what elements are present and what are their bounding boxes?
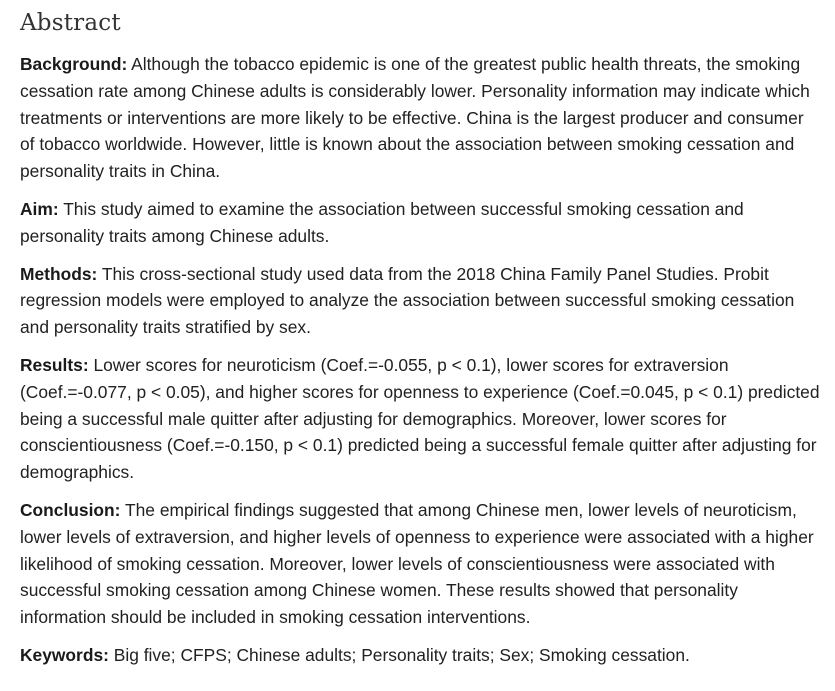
aim-paragraph xyxy=(20,196,820,250)
keywords-label: Keywords: xyxy=(20,644,109,665)
methods-label: Methods: xyxy=(20,263,98,284)
abstract-heading: Abstract xyxy=(20,10,121,36)
results-label: Results: xyxy=(20,354,89,375)
results-text: Lower scores for neuroticism (Coef.=-0.055, p < 0.1), lower scores for extraversion (Coef.=-0.077, p < 0.05), and higher scores for openness to experience (Coef.=0.045, p < 0.1) predicted being a successful male quitter after adjusting for demographics. Moreover, lower scores for conscientiousness (Coef.=-0.150, p < 0.1) predicted being a successful female quitter after adjusting for demographics. xyxy=(20,354,820,483)
background-label: Background: xyxy=(20,54,128,74)
background-paragraph xyxy=(20,51,820,185)
background-text: Although the tobacco epidemic is one of the greatest public health threats, the smoking cessation rate among Chinese adults is considerably lower. Personality information may indicate which treatments or interventions are more likely to be effective. China is the largest producer and consumer of tobacco worldwide. However, little is known about the association between smoking cessation and personality traits in China. xyxy=(20,54,810,182)
results-paragraph xyxy=(20,352,820,486)
aim-label: Aim: xyxy=(20,198,59,219)
conclusion-text: The empirical findings suggested that among Chinese men, lower levels of neuroticism, lower levels of extraversion, and higher levels of openness to experience were associated with a higher likelihood of smoking cessation. Moreover, lower levels of conscientiousness were associated with successful smoking cessation among Chinese women. These results showed that personality information should be included in smoking cessation interventions. xyxy=(20,499,814,628)
keywords-text: Big five; CFPS; Chinese adults; Personality traits; Sex; Smoking cessation. xyxy=(113,644,690,665)
conclusion-paragraph xyxy=(20,497,820,631)
aim-text: This study aimed to examine the association between successful smoking cessation and personality traits among Chinese adults. xyxy=(20,198,744,246)
methods-paragraph xyxy=(20,261,820,341)
conclusion-label: Conclusion: xyxy=(20,499,121,520)
methods-text: This cross-sectional study used data from the 2018 China Family Panel Studies. Probit regression models were employed to analyze the association between successful smoking cessation and personality traits stratified by sex. xyxy=(20,263,795,338)
keywords-paragraph xyxy=(20,642,820,669)
abstract-section xyxy=(20,8,820,680)
